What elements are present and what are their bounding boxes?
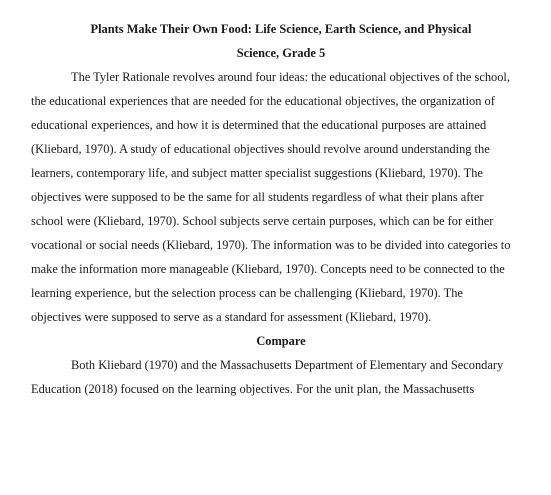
- paragraph-line: the educational experiences that are needed for the educational objectives, the organization of: [31, 94, 495, 108]
- paragraph-line: objectives were supposed to serve as a standard for assessment (Kliebard, 1970).: [31, 310, 432, 324]
- paragraph-line: make the information more manageable (Kliebard, 1970). Concepts need to be connected to the: [31, 262, 505, 276]
- paragraph-line: objectives were supposed to be the same for all students regardless of what their plans after: [31, 190, 484, 204]
- paragraph-line: (Kliebard, 1970). A study of educational objectives should revolve around understanding the: [31, 142, 490, 156]
- paragraph-line: The Tyler Rationale revolves around four ideas: the educational objectives of the school,: [71, 70, 510, 84]
- paragraph-line: learning experience, but the selection process can be challenging (Kliebard, 1970). The: [31, 286, 463, 300]
- paragraph-line: school were (Kliebard, 1970). School subjects serve certain purposes, which can be for either: [31, 214, 494, 228]
- paragraph-line: learners, contemporary life, and subject matter specialist suggestions (Kliebard, 1970). The: [31, 166, 483, 180]
- paragraph-line: Both Kliebard (1970) and the Massachusetts Department of Elementary and Secondary: [71, 358, 504, 372]
- paragraph-line: Education (2018) focused on the learning objectives. For the unit plan, the Massachusetts: [31, 382, 475, 396]
- title-line-1: Plants Make Their Own Food: Life Science, Earth Science, and Physical: [90, 22, 472, 36]
- paragraph-line: vocational or social needs (Kliebard, 1970). The information was to be divided into categories to: [31, 238, 511, 252]
- title-line-2: Science, Grade 5: [236, 46, 326, 60]
- paragraph-tyler-rationale: [31, 65, 531, 329]
- paragraph-line: educational experiences, and how it is determined that the educational purposes are attained: [31, 118, 487, 132]
- paragraph-compare: [31, 353, 531, 401]
- document-page: [31, 17, 531, 401]
- document-title: [31, 17, 531, 65]
- section-heading-compare: Compare: [256, 334, 306, 348]
